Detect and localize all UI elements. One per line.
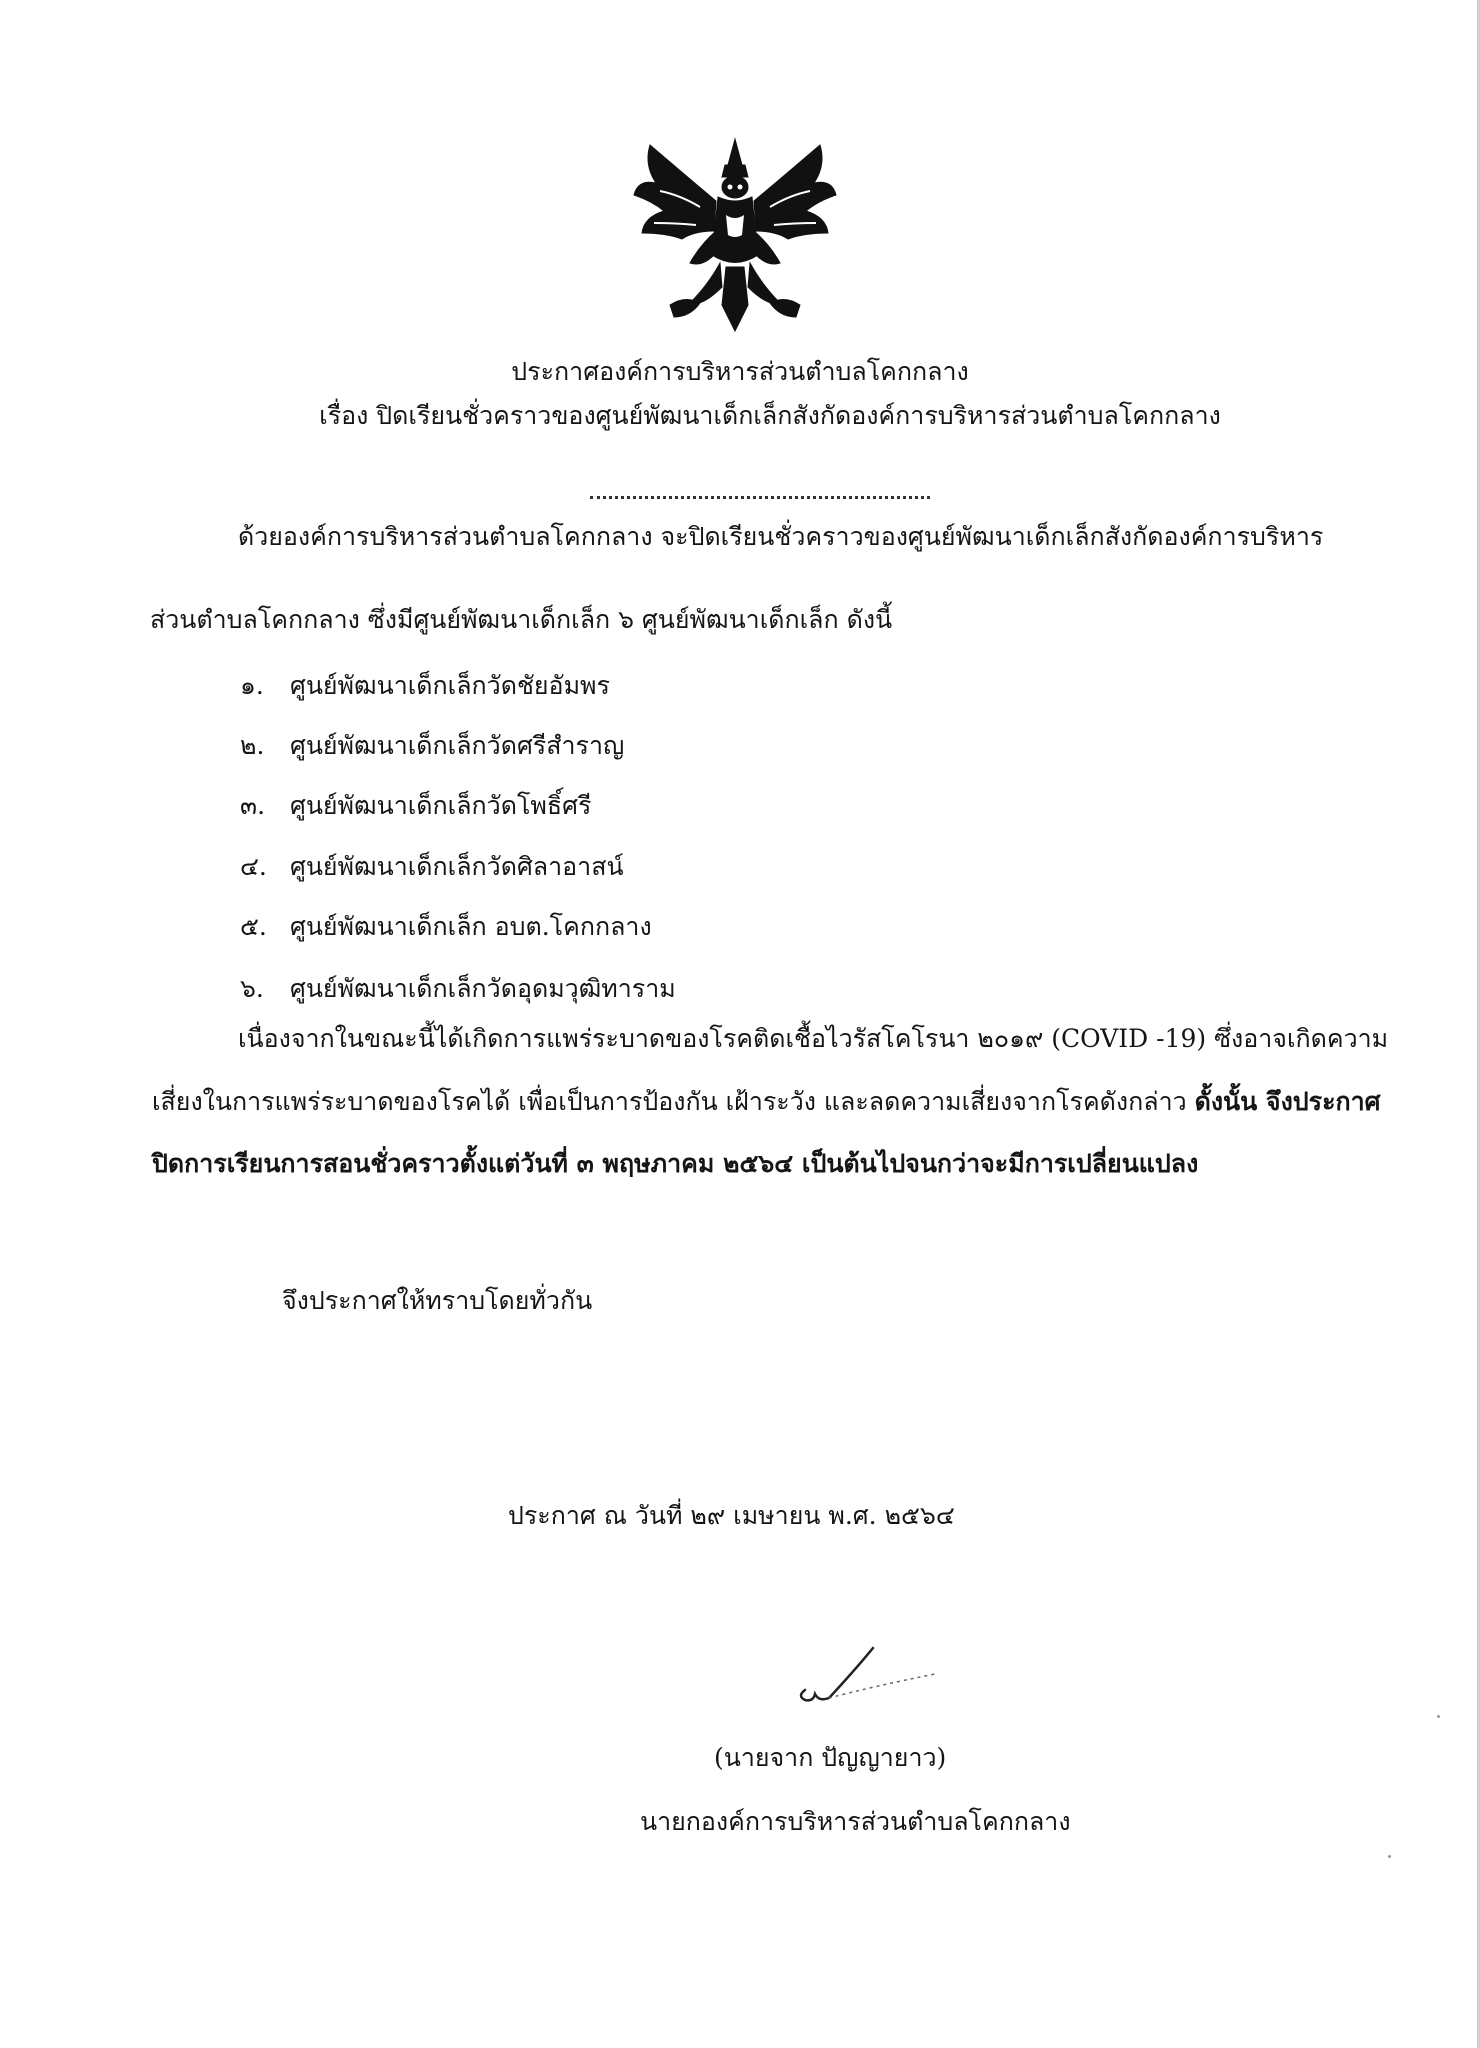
garuda-emblem-icon [630, 135, 840, 335]
announcement-date: ประกาศ ณ วันที่ ๒๙ เมษายน พ.ศ. ๒๕๖๔ [508, 1501, 955, 1530]
list-item [240, 670, 610, 702]
reason-line-3: ปิดการเรียนการสอนชั่วคราวตั้งแต่วันที่ ๓ พฤษภาคม ๒๕๖๔ เป็นต้นไปจนกว่าจะมีการเปลี่ยนแปลง [152, 1149, 1199, 1178]
list-item-name: ศูนย์พัฒนาเด็กเล็กวัดโพธิ์ศรี [289, 791, 592, 820]
scan-speck [1388, 1855, 1391, 1858]
list-item [240, 851, 624, 883]
list-item-number: ๓. [240, 791, 266, 820]
list-item-name: ศูนย์พัฒนาเด็กเล็กวัดอุดมวุฒิทาราม [289, 974, 676, 1003]
signer-position: นายกองค์การบริหารส่วนตำบลโคกกลาง [640, 1807, 1071, 1836]
list-item-number: ๕. [240, 912, 267, 941]
signer-name: (นายจาก ปัญญายาว) [714, 1743, 947, 1772]
list-item-name: ศูนย์พัฒนาเด็กเล็กวัดชัยอัมพร [289, 671, 610, 700]
list-item-number: ๖. [240, 974, 264, 1003]
intro-line-2: ส่วนตำบลโคกกลาง ซึ่งมีศูนย์พัฒนาเด็กเล็ก ๖ ศูนย์พัฒนาเด็กเล็ก ดังนี้ [150, 605, 893, 634]
closing-statement: จึงประกาศให้ทราบโดยทั่วกัน [282, 1286, 593, 1315]
list-item-number: ๔. [240, 852, 267, 881]
reason-line-2-regular: เสี่ยงในการแพร่ระบาดของโรคได้ เพื่อเป็นการป้องกัน เฝ้าระวัง และลดความเสี่ยงจากโรคดังกล่าว [152, 1087, 1195, 1116]
intro-line-1: ด้วยองค์การบริหารส่วนตำบลโคกกลาง จะปิดเรียนชั่วคราวของศูนย์พัฒนาเด็กเล็กสังกัดองค์การบริหาร [238, 522, 1324, 551]
list-item [240, 730, 624, 762]
reason-line-2 [152, 1086, 1381, 1118]
signature-icon [785, 1640, 945, 1720]
dotted-separator [590, 496, 930, 499]
announcement-subject: เรื่อง ปิดเรียนชั่วคราวของศูนย์พัฒนาเด็กเล็กสังกัดองค์การบริหารส่วนตำบลโคกกลาง [319, 401, 1221, 430]
list-item [240, 911, 652, 943]
announcement-title: ประกาศองค์การบริหารส่วนตำบลโคกกลาง [511, 357, 969, 386]
scan-speck [1437, 1715, 1440, 1718]
list-item-name: ศูนย์พัฒนาเด็กเล็กวัดศรีสำราญ [289, 731, 625, 760]
list-item-name: ศูนย์พัฒนาเด็กเล็กวัดศิลาอาสน์ [289, 852, 624, 881]
reason-line-2-bold: ดั้งนั้น จึงประกาศ [1194, 1087, 1381, 1116]
list-item [240, 790, 591, 822]
list-item-number: ๑. [240, 671, 264, 700]
reason-line-1: เนื่องจากในขณะนี้ได้เกิดการแพร่ระบาดของโรคติดเชื้อไวรัสโคโรนา ๒๐๑๙ (COVID -19) ซึ่งอาจเกิดความ [238, 1024, 1389, 1053]
list-item [240, 973, 676, 1005]
list-item-number: ๒. [240, 731, 265, 760]
list-item-name: ศูนย์พัฒนาเด็กเล็ก อบต.โคกกลาง [289, 912, 652, 941]
